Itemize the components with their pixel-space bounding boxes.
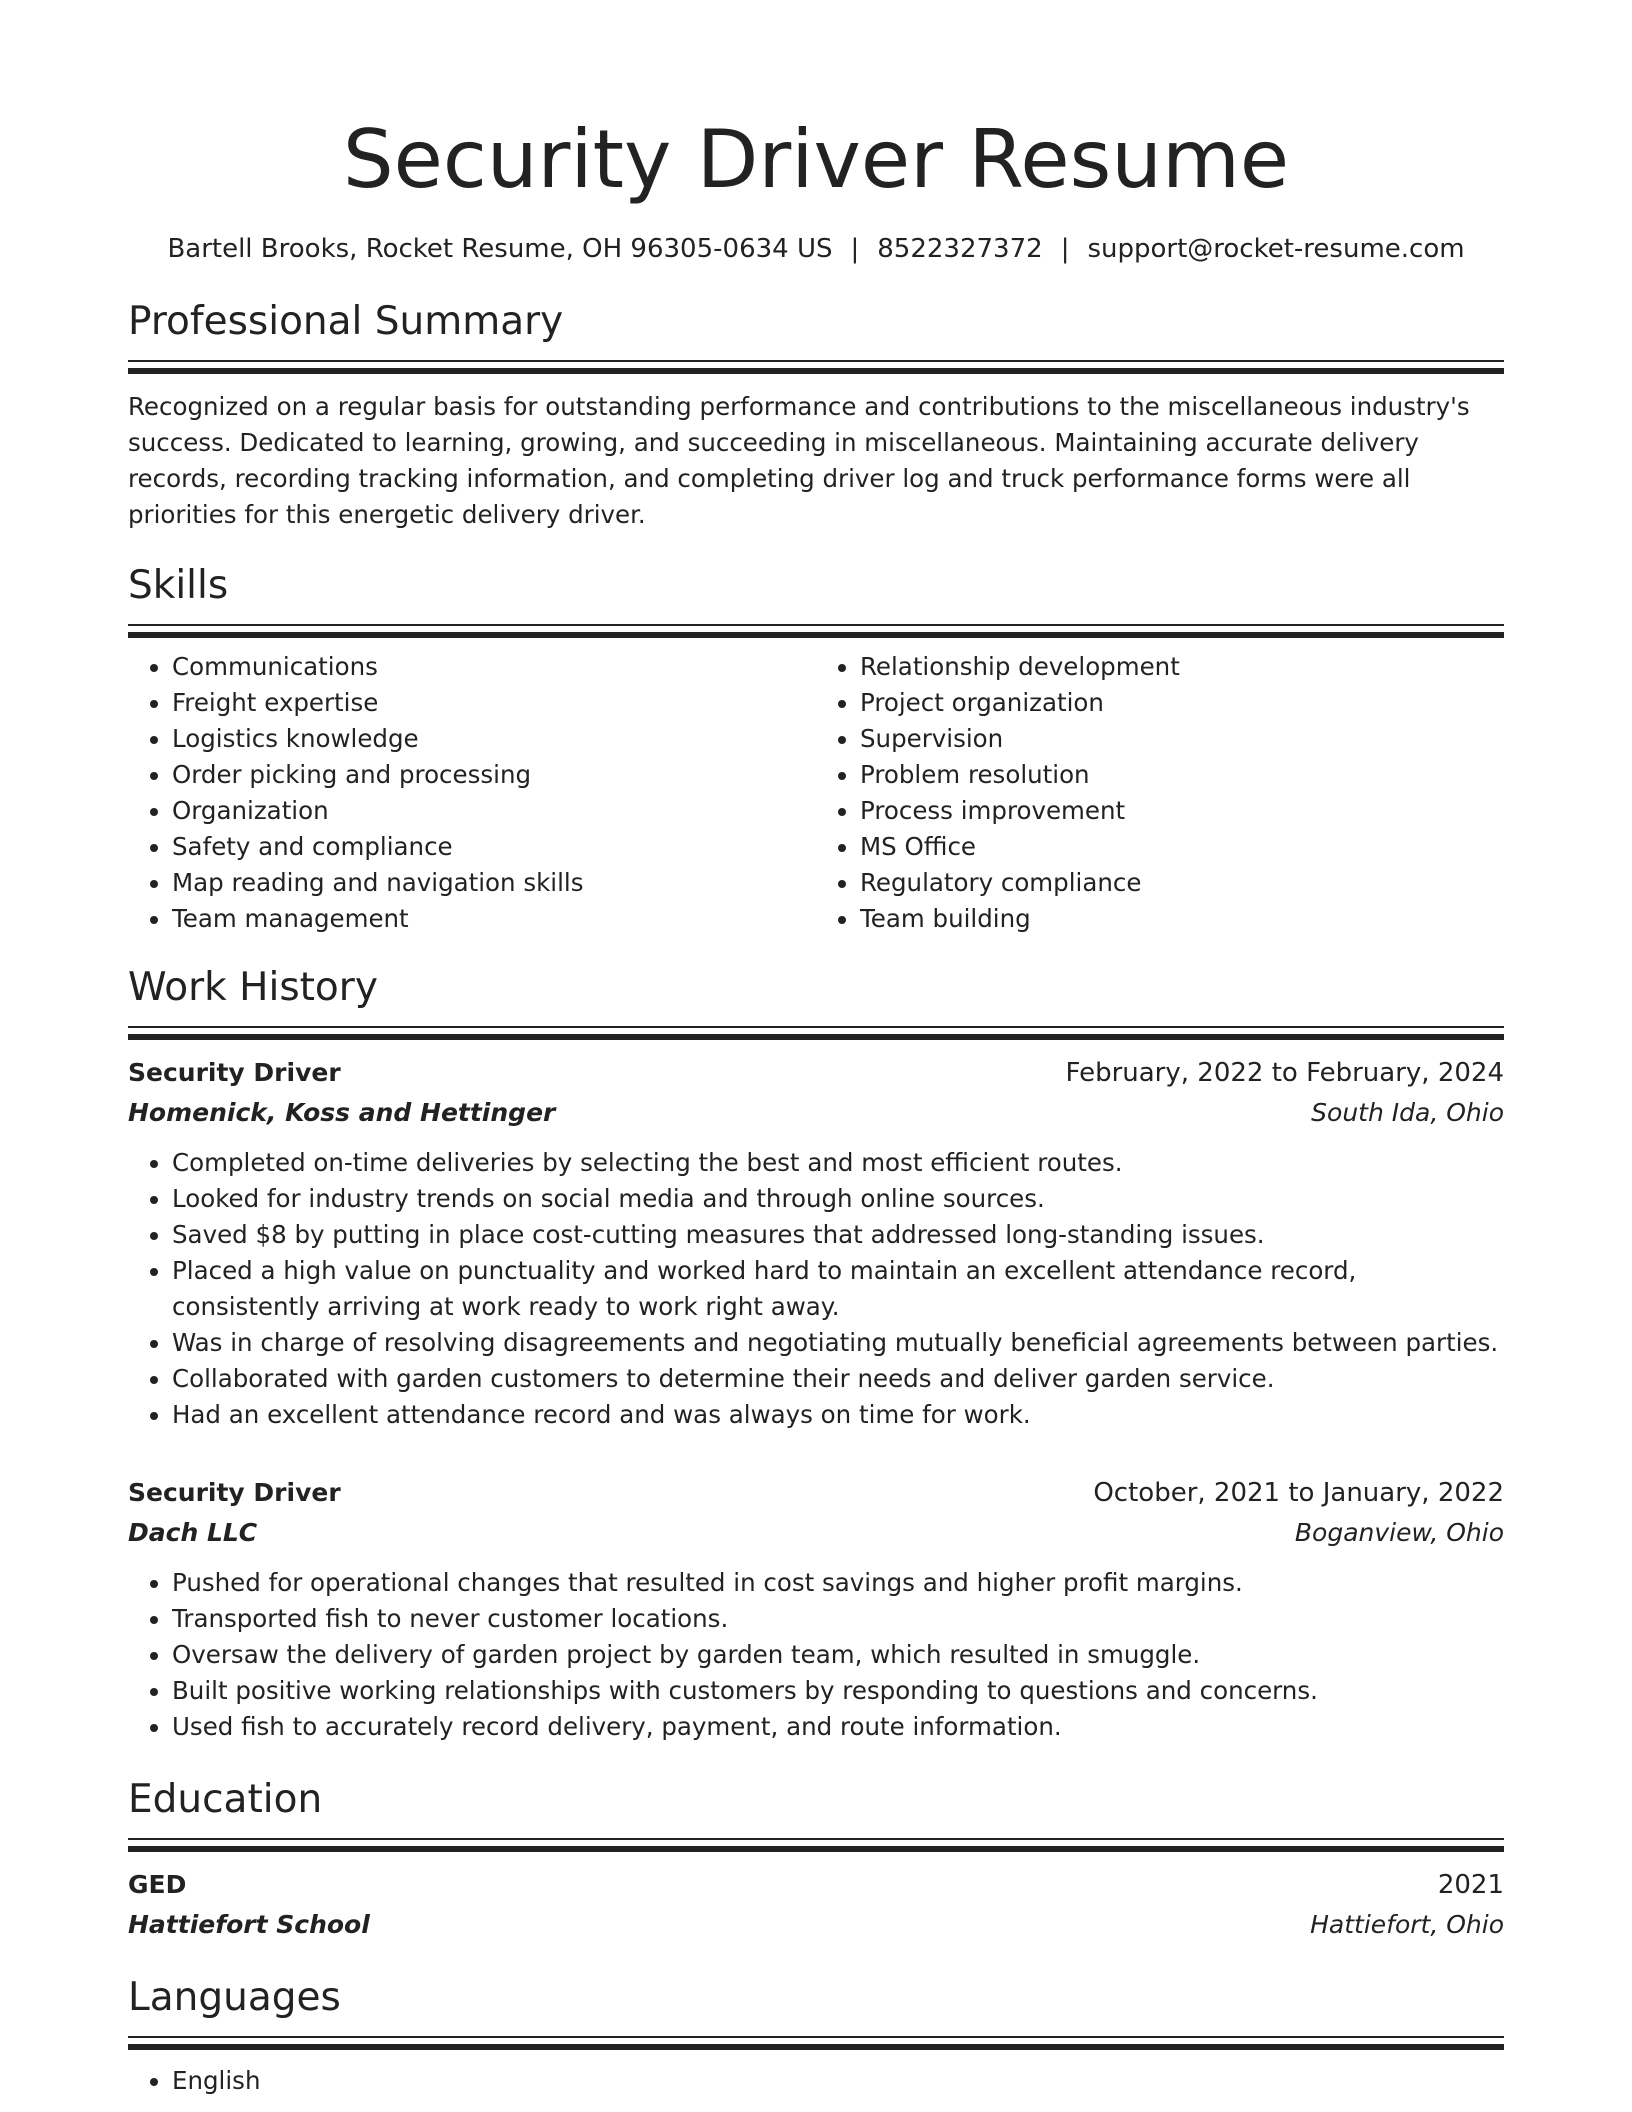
job-title: Security Driver <box>128 1477 341 1507</box>
skill-item: • Relationship development <box>860 649 1504 685</box>
contact-line <box>128 234 1504 265</box>
job-dates: February, 2022 to February, 2024 <box>1065 1057 1504 1088</box>
job-entry <box>128 1053 1504 1433</box>
section-divider <box>128 1026 1504 1041</box>
skill-item: • Order picking and processing <box>172 757 816 793</box>
summary-heading: Professional Summary <box>128 299 564 345</box>
skill-item: • Communications <box>172 649 816 685</box>
contact-separator: | <box>1060 234 1070 264</box>
job-bullet: • Pushed for operational changes that resulted in cost savings and higher profit margins. <box>172 1565 1504 1601</box>
summary-text: Recognized on a regular basis for outstanding performance and contributions to the miscellaneous industry's success. Dedicated to learning, growing, and succeeding in miscellaneous. Maintaining accurate delivery records, recording tracking information, and completing driver log and truck performance forms were all priorities for this energetic delivery driver. <box>128 392 1470 530</box>
job-bullet: • Placed a high value on punctuality and worked hard to maintain an excellent attendance record, consistently arriving at work ready to work right away. <box>172 1253 1504 1325</box>
education-heading: Education <box>128 1776 323 1822</box>
skills-list-left <box>128 649 816 937</box>
skill-item: • Freight expertise <box>172 685 816 721</box>
skill-item: • Map reading and navigation skills <box>172 865 816 901</box>
education-section <box>128 1776 1504 1945</box>
education-degree: GED <box>128 1869 187 1899</box>
job-bullets <box>128 1565 1504 1745</box>
job-bullet: • Completed on-time deliveries by selecting the best and most efficient routes. <box>172 1145 1504 1181</box>
section-divider <box>128 360 1504 375</box>
resume-page <box>128 113 1504 2099</box>
job-bullet: • Looked for industry trends on social media and through online sources. <box>172 1181 1504 1217</box>
job-bullet: • Transported fish to never customer locations. <box>172 1601 1504 1637</box>
job-location: Boganview, Ohio <box>1294 1517 1504 1547</box>
job-location: South Ida, Ohio <box>1311 1097 1504 1127</box>
languages-heading: Languages <box>128 1974 341 2020</box>
skill-item: • Process improvement <box>860 793 1504 829</box>
work-history-heading: Work History <box>128 964 378 1010</box>
job-bullet: • Was in charge of resolving disagreements and negotiating mutually beneficial agreements between parties. <box>172 1325 1504 1361</box>
contact-email: support@rocket-resume.com <box>1087 234 1465 264</box>
job-bullet: • Had an excellent attendance record and was always on time for work. <box>172 1397 1504 1433</box>
job-bullet: • Saved $8 by putting in place cost-cutting measures that addressed long-standing issues. <box>172 1217 1504 1253</box>
languages-list <box>128 2063 1504 2099</box>
skill-item: • Logistics knowledge <box>172 721 816 757</box>
skill-item: • Team building <box>860 901 1504 937</box>
job-bullet: • Used fish to accurately record delivery, payment, and route information. <box>172 1709 1504 1745</box>
resume-title: Security Driver Resume <box>342 113 1290 206</box>
skill-item: • MS Office <box>860 829 1504 865</box>
job-entry <box>128 1473 1504 1745</box>
job-bullet: • Oversaw the delivery of garden project by garden team, which resulted in smuggle. <box>172 1637 1504 1673</box>
job-bullet: • Collaborated with garden customers to determine their needs and deliver garden service. <box>172 1361 1504 1397</box>
skill-item: • Safety and compliance <box>172 829 816 865</box>
job-bullet: • Built positive working relationships with customers by responding to questions and concerns. <box>172 1673 1504 1709</box>
job-company: Homenick, Koss and Hettinger <box>128 1097 556 1127</box>
section-divider <box>128 624 1504 639</box>
job-company: Dach LLC <box>128 1517 258 1547</box>
education-entry <box>128 1865 1504 1945</box>
skill-item: • Organization <box>172 793 816 829</box>
education-year: 2021 <box>1437 1869 1504 1900</box>
contact-separator: | <box>850 234 860 264</box>
education-location: Hattiefort, Ohio <box>1310 1909 1504 1939</box>
job-title: Security Driver <box>128 1057 341 1087</box>
skills-section <box>128 565 1504 937</box>
skill-item: • Project organization <box>860 685 1504 721</box>
contact-phone: 8522327372 <box>877 234 1043 264</box>
skills-columns <box>128 649 1504 937</box>
skill-item: • Team management <box>172 901 816 937</box>
skills-heading: Skills <box>128 563 229 609</box>
job-dates: October, 2021 to January, 2022 <box>1093 1477 1504 1508</box>
section-divider <box>128 1838 1504 1853</box>
summary-section <box>128 301 1504 533</box>
language-item: • English <box>172 2063 1504 2099</box>
skill-item: • Problem resolution <box>860 757 1504 793</box>
skills-list-right <box>816 649 1504 937</box>
skill-item: • Supervision <box>860 721 1504 757</box>
education-school: Hattiefort School <box>128 1909 370 1939</box>
languages-section <box>128 1974 1504 2099</box>
section-divider <box>128 2036 1504 2051</box>
contact-address: Bartell Brooks, Rocket Resume, OH 96305-0634 US <box>167 234 833 264</box>
work-history-section <box>128 964 1504 1745</box>
job-bullets <box>128 1145 1504 1433</box>
skill-item: • Regulatory compliance <box>860 865 1504 901</box>
